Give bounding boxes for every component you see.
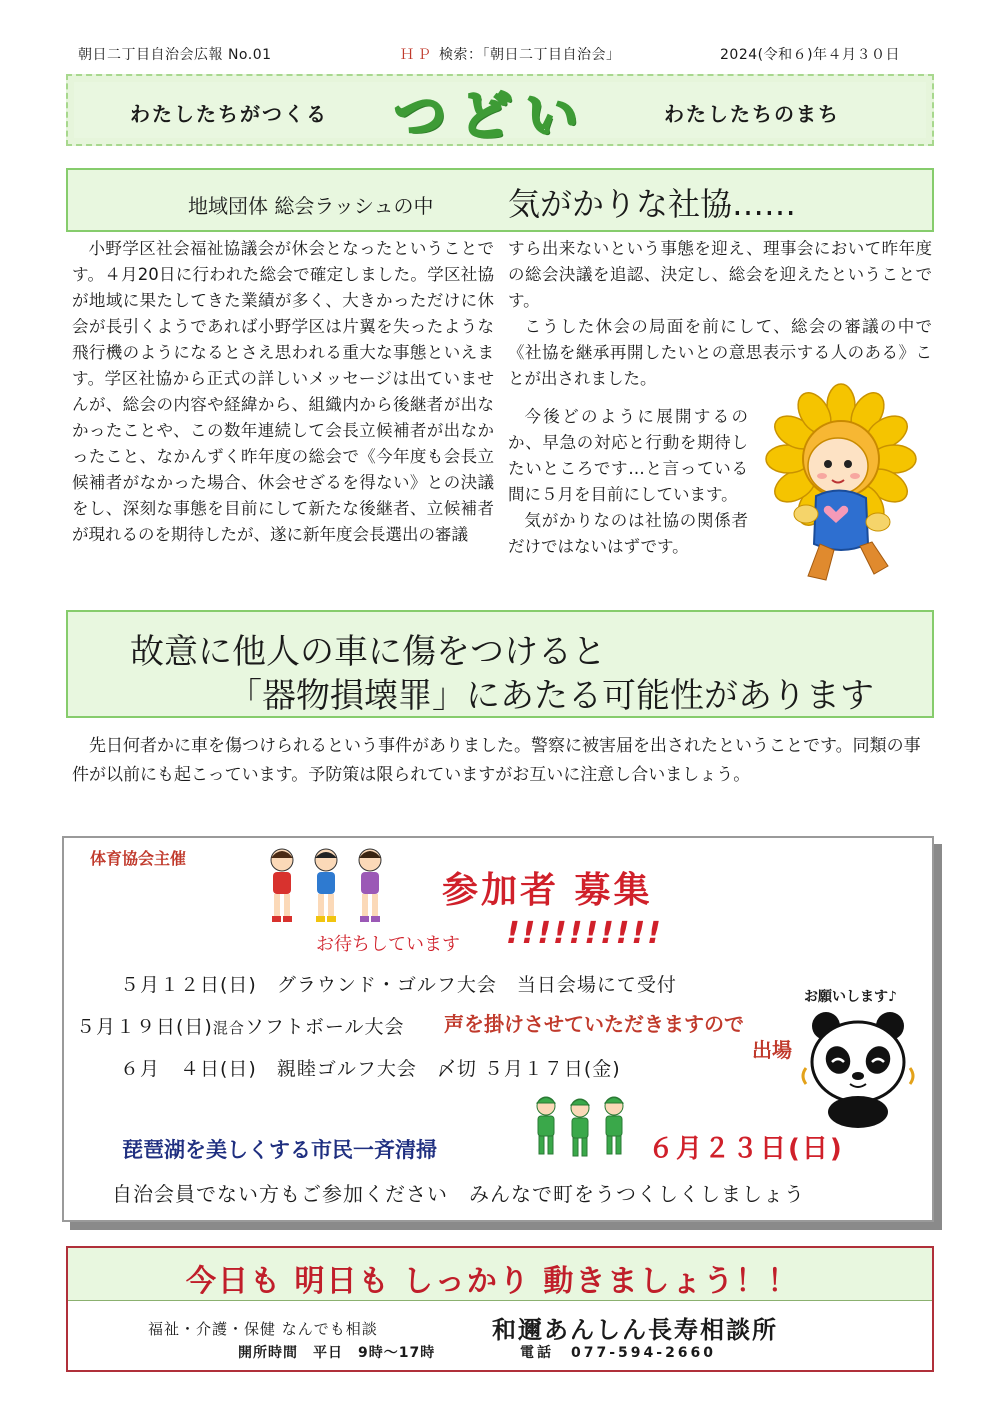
article2-headline-line1: 故意に他人の車に傷をつけると [130,632,606,672]
cleanup-title: 琵琶湖を美しくする市民一斉清掃 [122,1138,437,1162]
softball-date: ５月１９日(日) [76,1016,213,1038]
event-exclamations: !!!!!!!!!! [506,916,663,951]
runners-illustration [262,846,392,928]
article1-right-column-bottom [508,404,748,560]
article2-body: 先日何者かに車を傷つけられるという事件がありました。警察に被害届を出されたということです。同類の事件が以前にも起こっています。予防策は限られていますがお互いに注意し合いましょう。 [72,736,921,785]
article1-right-paragraph-2: こうした休会の局面を前にして、総会の審議の中で《社協を継承再開したいとの意思表示する人のある》ことが出されました。 [508,317,932,388]
phone-number: 電話 077-594-2660 [520,1345,717,1361]
panda-illustration [798,1008,918,1128]
article1-kicker: 地域団体 総会ラッシュの中 [188,194,434,218]
article1-left-column [72,236,494,548]
slogan: 今日も 明日も しっかり 動きましょう！！ [186,1264,800,1299]
masthead-right-text: わたしたちのまち [664,102,840,126]
consultation-services: 福祉・介護・保健 なんでも相談 [148,1320,378,1338]
issue-date: 2024(令和６)年４月３０日 [720,47,901,63]
article1-headline: 気がかりな社協…… [508,185,797,223]
softball-note: 声を掛けさせていただきますので [444,1012,744,1036]
event-waiting-text: お待ちしています [316,934,460,955]
cleanup-volunteers-illustration [528,1094,632,1158]
masthead-banner [66,74,934,146]
article1-right-paragraph-3: 今後どのように展開するのか、早急の対応と行動を期待したいところです…と言っている間に５月を目前にしています。 [508,407,748,504]
event-line-ground-golf: ５月１２日(日) グラウンド・ゴルフ大会 当日会場にて受付 [120,974,677,996]
article2-headline-line2: 「器物損壊罪」にあたる可能性があります [228,676,874,716]
article1-title-box [66,168,934,232]
event-line-softball [76,1012,404,1039]
homepage-search [400,44,620,64]
masthead-logo: つどい [394,87,593,147]
article2-title-box [66,610,934,718]
masthead-left-text: わたしたちがつくる [130,102,328,126]
softball-event: ソフトボール大会 [244,1016,405,1038]
article1-left-paragraph: 小野学区社会福祉協議会が休会となったということです。４月20日に行われた総会で確定しました。学区社協が地域に果たしてきた業績が多く、大きかっただけに休会が長引くようであれば小野学区は片翼を失ったような飛行機のようになるとさえ思われる重大な事態といえます。学区社協から正式の詳しいメッセージは出ていませんが、総会の内容や経緯から、組織内から後継者が出なかったことや、この数年連続して会長立候補者が出なかったこと、なかんずく昨年度の総会で《今年度も会長立候補者がなかった場合、休会せざるを得ない》との決議をし、深刻な事態を目前にして新たな後継者、立候補者が現れるのを期待したが、遂に新年度会長選出の審議 [72,239,494,544]
event-line-golf: ６月 ４日(日) 親睦ゴルフ大会 〆切 ５月１７日(金) [120,1058,621,1080]
event-sponsor: 体育協会主催 [90,849,187,868]
consultation-center-name: 和邇あんしん長寿相談所 [492,1316,778,1344]
panda-speech-text: お願いします♪ [804,989,897,1005]
sunflower-mascot-illustration [756,384,926,594]
opening-hours: 開所時間 平日 9時～17時 [238,1345,436,1361]
article1-right-paragraph-4: 気がかりなのは社協の関係者だけではないはずです。 [508,511,748,556]
article1-right-paragraph-1: すら出来ないという事態を迎え、理事会において昨年度の総会決議を追認、決定し、総会を迎えたということです。 [508,239,932,310]
event-title: 参加者 募集 [442,870,653,911]
hp-label: ＨＰ [400,47,434,63]
article1-right-column-top [508,236,932,392]
search-text: 検索：「朝日二丁目自治会」 [438,47,621,63]
softball-mixed-label: 混合 [212,1019,245,1037]
softball-note-entry: 出場 [752,1038,792,1062]
publication-name: 朝日二丁目自治会広報 No.01 [78,47,272,63]
cleanup-date: ６月２３日(日) [648,1134,844,1164]
event-footer-text: 自治会員でない方もご参加ください みんなで町をうつくしくしましょう [112,1182,805,1206]
